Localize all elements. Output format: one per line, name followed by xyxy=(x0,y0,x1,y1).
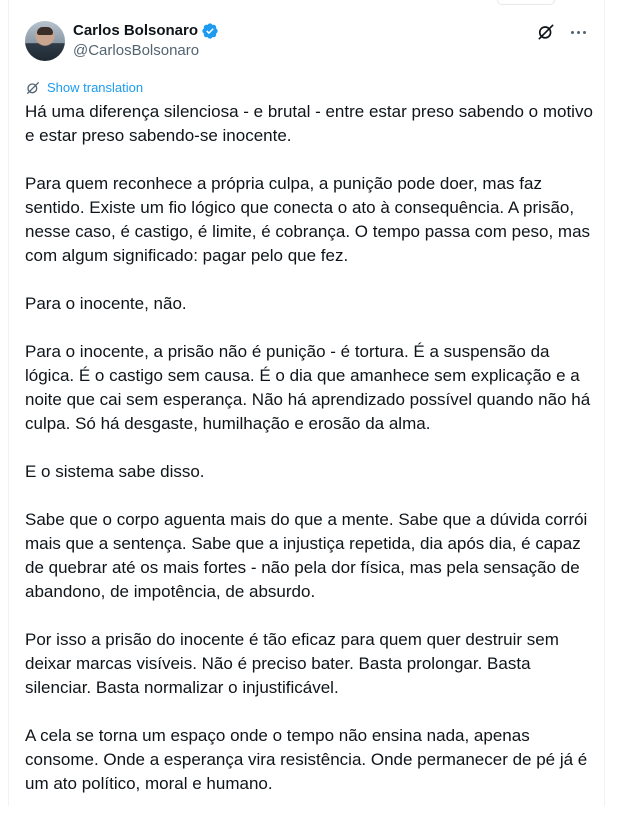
tweet-paragraph-3: Para o inocente, não. xyxy=(25,294,187,313)
verified-badge-icon xyxy=(201,22,219,40)
tweet-paragraph-2: Para quem reconhece a própria culpa, a punição pode doer, mas faz sentido. Existe um fio lógico que conecta o ato à consequência. A prisão, nesse caso, é castigo, é limite, é cobrança. O tempo passa com peso, mas com algum significado: pagar pelo que fez. xyxy=(25,174,591,265)
display-name[interactable]: Carlos Bolsonaro xyxy=(73,22,199,39)
tweet-header xyxy=(73,21,219,63)
tweet-paragraph-7: Por isso a prisão do inocente é tão eficaz para quem quer destruir sem deixar marcas visíveis. Não é preciso bater. Basta prolongar. Basta silenciar. Basta normalizar o injustificável. xyxy=(25,630,559,697)
tweet-paragraph-4: Para o inocente, a prisão não é punição - é tortura. É a suspensão da lógica. É o castigo sem causa. É o dia que amanhece sem explicação e a noite que cai sem esperança. Não há aprendizado possível quando não há culpa. Só há desgaste, humilhação e erosão da alma. xyxy=(25,342,591,433)
translate-icon xyxy=(25,80,41,96)
grok-icon[interactable] xyxy=(536,22,556,42)
tweet-paragraph-5: E o sistema sabe disso. xyxy=(25,462,205,481)
show-translation-link[interactable] xyxy=(25,80,143,96)
avatar-hair xyxy=(37,27,53,35)
tweet-paragraph-8: A cela se torna um espaço onde o tempo não ensina nada, apenas consome. Onde a esperança vira resistência. Onde permanecer de pé já é um ato político, moral e humano. xyxy=(25,726,588,793)
show-translation-label[interactable]: Show translation xyxy=(47,80,144,95)
user-handle[interactable]: @CarlosBolsonaro xyxy=(73,42,200,59)
tweet-paragraph-6: Sabe que o corpo aguenta mais do que a mente. Sabe que a dúvida corrói mais que a sentença. Sabe que a injustiça repetida, dia após dia, é capaz de quebrar até os mais fortes - não pela dor física, mas pela sensação de abandono, de impotência, de absurdo. xyxy=(25,510,588,601)
avatar[interactable] xyxy=(25,21,65,61)
top-edge-decoration xyxy=(497,0,555,5)
tweet-actions xyxy=(536,22,588,42)
tweet-paragraph-1: Há uma diferença silenciosa - e brutal - entre estar preso sabendo o motivo e estar preso sabendo-se inocente. xyxy=(25,102,593,145)
name-row xyxy=(73,21,219,41)
tweet-card xyxy=(8,0,605,806)
more-options-icon[interactable] xyxy=(568,22,588,42)
tweet-text xyxy=(25,100,593,820)
